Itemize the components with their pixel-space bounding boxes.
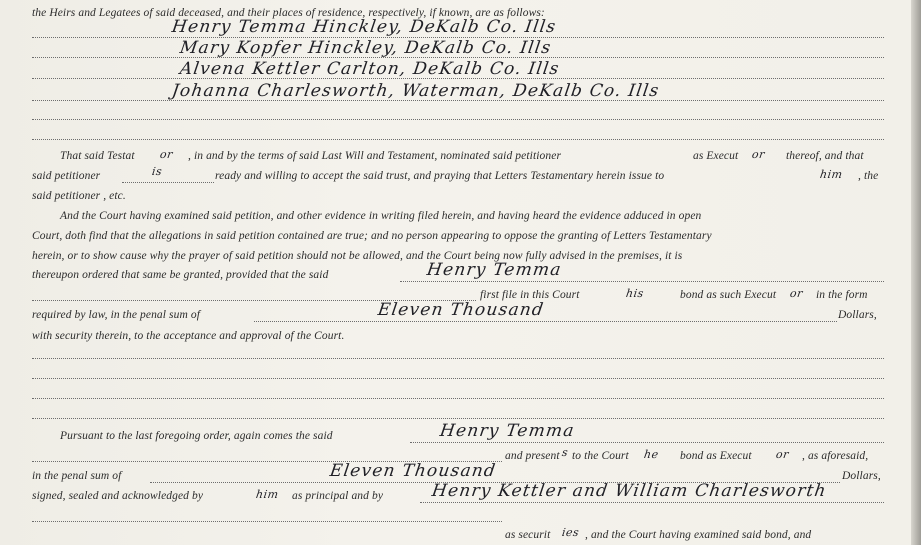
handwritten-is: is [151, 165, 164, 178]
para3-text: Pursuant to the last foregoing order, again comes the said [60, 430, 333, 442]
para3-text: to the Court [572, 450, 629, 462]
ruled-line [32, 139, 884, 140]
ruled-line [410, 442, 884, 443]
handwritten-he: he [643, 448, 660, 461]
para1-text: That said Testat [60, 150, 135, 162]
handwritten-or: or [751, 148, 766, 161]
para3-text: and present [505, 450, 560, 462]
ruled-line [420, 502, 884, 503]
handwritten-or: or [789, 287, 804, 300]
para2-text: bond as such Execut [680, 289, 777, 301]
para1-text: ready and willing to accept the said trust, and praying that Letters Testamentary herein issue to [215, 170, 665, 182]
para1-text: said petitioner , etc. [32, 190, 126, 202]
handwritten-name: Henry Temma [438, 421, 577, 441]
para3-text: as principal and by [292, 490, 384, 502]
para2-text: required by law, in the penal sum of [32, 309, 200, 321]
para3-text: signed, sealed and acknowledged by [32, 490, 204, 502]
ruled-line [400, 281, 884, 282]
page-binding-edge [911, 0, 921, 545]
para1-text: thereof, and that [786, 150, 864, 162]
para3-text: , as aforesaid, [802, 450, 869, 462]
heir-entry: Alvena Kettler Carlton, DeKalb Co. Ills [178, 59, 561, 79]
ruled-line [32, 378, 884, 379]
ruled-line [254, 321, 837, 322]
para1-text: , the [858, 170, 879, 182]
para2-text: with security therein, to the acceptance and approval of the Court. [32, 330, 345, 342]
para3-text: as securit [505, 529, 551, 541]
para2-text: thereupon ordered that same be granted, provided that the said [32, 269, 329, 281]
heir-entry: Johanna Charlesworth, Waterman, DeKalb Co. Ills [170, 81, 661, 101]
para1-text: said petitioner [32, 170, 101, 182]
para2-text: Court, doth find that the allegations in said petition contained are true; and no person appearing to oppose the granting of Letters Testamentary [32, 230, 712, 242]
para3-text: bond as Execut [680, 450, 752, 462]
handwritten-sureties: Henry Kettler and William Charlesworth [430, 481, 829, 501]
ruled-line [122, 182, 214, 183]
heir-entry: Henry Temma Hinckley, DeKalb Co. Ills [170, 17, 558, 37]
ruled-line [32, 521, 502, 522]
handwritten-sum: Eleven Thousand [328, 461, 498, 481]
handwritten-name: Henry Temma [425, 260, 564, 280]
handwritten-sum: Eleven Thousand [376, 300, 546, 320]
para3-text: Dollars, [842, 470, 881, 482]
handwritten-or: or [775, 448, 790, 461]
handwritten-him: him [255, 488, 280, 501]
ruled-line [32, 418, 884, 419]
handwritten-him: him [819, 168, 844, 181]
ruled-line [32, 398, 884, 399]
para2-text: And the Court having examined said petition, and other evidence in writing filed herein, and having heard the evidence adduced in open [60, 210, 702, 222]
para2-text: first file in this Court [480, 289, 580, 301]
handwritten-ies: ies [561, 526, 581, 539]
para2-text: herein, or to show cause why the prayer of said petition should not be allowed, and the Court being now fully advised in the premises, it is [32, 250, 683, 262]
ruled-line [32, 119, 884, 120]
para1-text: , in and by the terms of said Last Will and Testament, nominated said petitioner [188, 150, 562, 162]
para2-text: Dollars, [838, 309, 877, 321]
para1-text: as Execut [693, 150, 739, 162]
handwritten-or: or [159, 148, 174, 161]
handwritten-s: s [561, 446, 570, 459]
heir-entry: Mary Kopfer Hinckley, DeKalb Co. Ills [178, 38, 553, 58]
para3-text: in the penal sum of [32, 470, 122, 482]
handwritten-his: his [625, 287, 645, 300]
ruled-line [32, 358, 884, 359]
para3-text: , and the Court having examined said bond, and [585, 529, 812, 541]
para2-text: in the form [816, 289, 868, 301]
intro-text: the Heirs and Legatees of said deceased, and their places of residence, respectively, if known, are as follows: [32, 7, 545, 19]
